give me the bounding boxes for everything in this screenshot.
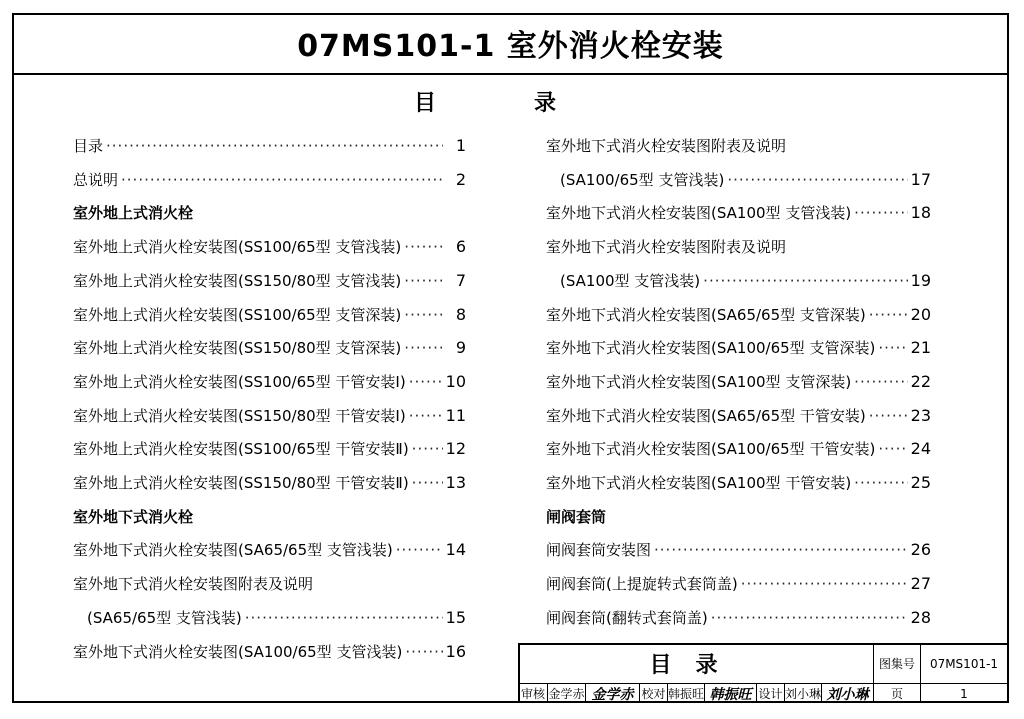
title-block-title: 目录 [649, 652, 742, 678]
toc-page-number: 1 [455, 136, 466, 155]
design-name: 刘小琳 [785, 687, 822, 701]
toc-leader-dots [654, 541, 908, 559]
toc-entry [73, 405, 466, 429]
toc-heading-right: 录 [534, 91, 557, 116]
toc-entry-text: 闸阀套筒(翻转式套筒盖) [546, 608, 708, 627]
toc-page-number: 8 [455, 304, 466, 324]
toc-entry-text: 室外地下式消火栓安装图(SA100型 干管安装) [546, 474, 852, 492]
toc-entry [546, 270, 931, 294]
toc-entry-text: 室外地下式消火栓安装图(SA100/65型 支管深装) [546, 339, 876, 358]
toc-entry-text: 室外地上式消火栓安装图(SS150/80型 干管安装Ⅱ) [73, 474, 409, 492]
toc-leader-dots [412, 440, 443, 458]
toc-leader-dots [404, 306, 443, 324]
toc-page-number: 28 [910, 607, 931, 627]
toc-entry-text: 室外地上式消火栓安装图(SS100/65型 支管深装) [73, 305, 402, 324]
toc-leader-dots [703, 272, 907, 290]
check-label: 校对 [641, 687, 666, 701]
toc-page-number: 15 [445, 607, 466, 627]
toc-entry-text: 闸阀套筒(上提旋转式套筒盖) [546, 575, 738, 594]
toc-entry-text: 室外地上式消火栓安装图(SS150/80型 支管深装) [73, 339, 402, 358]
toc-entry [546, 405, 931, 429]
toc-entry [73, 169, 466, 193]
toc-page-number: 17 [910, 169, 931, 189]
toc-page-number: 7 [455, 270, 466, 290]
toc-page-number: 25 [910, 473, 931, 492]
toc-leader-dots [409, 373, 443, 391]
toc-entry-text: 室外地下式消火栓安装图(SA100/65型 干管安装) [546, 440, 876, 459]
toc-page-number: 23 [910, 405, 931, 425]
review-label: 审核 [520, 687, 545, 701]
toc-entry-text: 室外地下式消火栓安装图附表及说明 [546, 238, 787, 257]
review-name: 金学赤 [548, 687, 585, 701]
toc-leader-dots [409, 407, 443, 425]
toc-page-number: 6 [455, 237, 466, 257]
toc-leader-dots [869, 407, 908, 425]
toc-page-number: 27 [910, 574, 931, 594]
toc-entry [73, 539, 466, 563]
toc-leader-dots [869, 306, 908, 324]
toc-leader-dots [878, 339, 907, 357]
page-title: 07MS101-1 室外消火栓安装 [12, 13, 1009, 75]
toc-entry-text: 总说明 [73, 170, 119, 189]
toc-leader-dots [412, 474, 443, 492]
check-signature: 韩振旺 [709, 686, 752, 703]
toc-entry [73, 135, 466, 159]
toc-leader-dots [396, 541, 443, 559]
toc-page-number: 21 [910, 338, 931, 358]
toc-page-number: 24 [910, 439, 931, 459]
toc-entry [73, 304, 466, 328]
toc-entry [546, 607, 931, 631]
toc-entry [73, 438, 466, 462]
toc-entry [73, 472, 466, 496]
toc-entry [546, 472, 931, 496]
atlas-label: 图集号 [878, 657, 915, 671]
toc-entry-text: 室外地下式消火栓安装图(SA65/65型 干管安装) [546, 406, 866, 425]
toc-page-number: 2 [455, 169, 466, 189]
toc-leader-dots [854, 474, 907, 492]
toc-leader-dots [878, 440, 907, 458]
toc-page-number: 20 [910, 304, 931, 324]
toc-entry [546, 539, 931, 563]
page-label: 页 [890, 687, 903, 701]
toc-entry-text: 室外地上式消火栓安装图(SS100/65型 干管安装Ⅰ) [73, 372, 406, 391]
toc-entry-text: (SA100型 支管浅装) [560, 271, 701, 290]
toc-leader-dots [245, 609, 443, 627]
toc-entry-text: 室外地下式消火栓安装图(SA100型 支管深装) [546, 372, 852, 391]
toc-leader-dots [404, 272, 443, 290]
toc-leader-dots [727, 171, 907, 189]
toc-page-number: 12 [445, 439, 466, 459]
toc-entry-text: 室外地下式消火栓安装图(SA100/65型 支管浅装) [73, 642, 403, 661]
atlas-number: 07MS101-1 [929, 656, 999, 671]
toc-page-number: 22 [910, 371, 931, 391]
design-label: 设计 [758, 687, 783, 701]
toc-entry-text: 室外地下式消火栓安装图(SA65/65型 支管浅装) [73, 541, 393, 560]
toc-leader-dots [741, 575, 908, 593]
toc-page-number: 14 [445, 540, 466, 560]
toc-entry [73, 641, 466, 665]
toc-entry-text: 室外地上式消火栓安装图(SS100/65型 干管安装Ⅱ) [73, 440, 409, 459]
toc-entry [73, 337, 466, 361]
toc-page-number: 16 [445, 641, 466, 661]
toc-entry [546, 337, 931, 361]
toc-heading-left: 目 [414, 91, 437, 116]
toc-page-number: 13 [445, 473, 466, 492]
toc-page-number: 9 [455, 338, 466, 358]
page-number: 1 [960, 686, 968, 701]
toc-section-heading: 室外地上式消火栓 [73, 204, 194, 223]
toc-leader-dots [854, 373, 907, 391]
toc-entry [73, 371, 466, 395]
toc-leader-dots [711, 609, 908, 627]
toc-page-number: 18 [910, 203, 931, 223]
toc-entry-text: 室外地上式消火栓安装图(SS150/80型 支管浅装) [73, 271, 402, 290]
toc-entry [73, 270, 466, 294]
design-signature: 刘小琳 [826, 686, 869, 703]
check-name: 韩振旺 [668, 687, 705, 701]
toc-entry-text: 室外地下式消火栓安装图(SA65/65型 支管深装) [546, 305, 866, 324]
toc-entry [546, 202, 931, 226]
toc-leader-dots [854, 204, 907, 222]
toc-section-heading: 室外地下式消火栓 [73, 507, 194, 526]
toc-entry-text: 目录 [73, 137, 104, 155]
toc-entry [546, 371, 931, 395]
toc-entry-text: 室外地下式消火栓安装图附表及说明 [73, 575, 314, 594]
toc-page-number: 11 [445, 405, 466, 425]
toc-entry [546, 169, 931, 193]
toc-leader-dots [106, 137, 443, 155]
toc-entry-text: 室外地下式消火栓安装图附表及说明 [546, 137, 787, 155]
toc-section-heading: 闸阀套筒 [546, 507, 607, 526]
toc-leader-dots [405, 643, 442, 661]
toc-entry-text: 室外地上式消火栓安装图(SS150/80型 干管安装Ⅰ) [73, 406, 406, 425]
review-signature: 金学赤 [591, 686, 634, 703]
toc-leader-dots [404, 238, 443, 256]
toc-page-number: 26 [910, 540, 931, 560]
toc-entry-text: 室外地下式消火栓安装图(SA100型 支管浅装) [546, 204, 852, 223]
toc-page-number: 19 [910, 270, 931, 290]
toc-entry-text: 闸阀套筒安装图 [546, 541, 652, 560]
toc-leader-dots [404, 339, 443, 357]
toc-entry [546, 573, 931, 597]
toc-entry [73, 607, 466, 631]
toc-leader-dots [121, 171, 443, 189]
toc-entry-text: (SA100/65型 支管浅装) [560, 170, 725, 189]
toc-entry [73, 236, 466, 260]
toc-entry [546, 304, 931, 328]
toc-entry [546, 438, 931, 462]
toc-page-number: 10 [445, 371, 466, 391]
toc-entry-text: (SA65/65型 支管浅装) [87, 608, 242, 627]
toc-entry-text: 室外地上式消火栓安装图(SS100/65型 支管浅装) [73, 238, 402, 257]
